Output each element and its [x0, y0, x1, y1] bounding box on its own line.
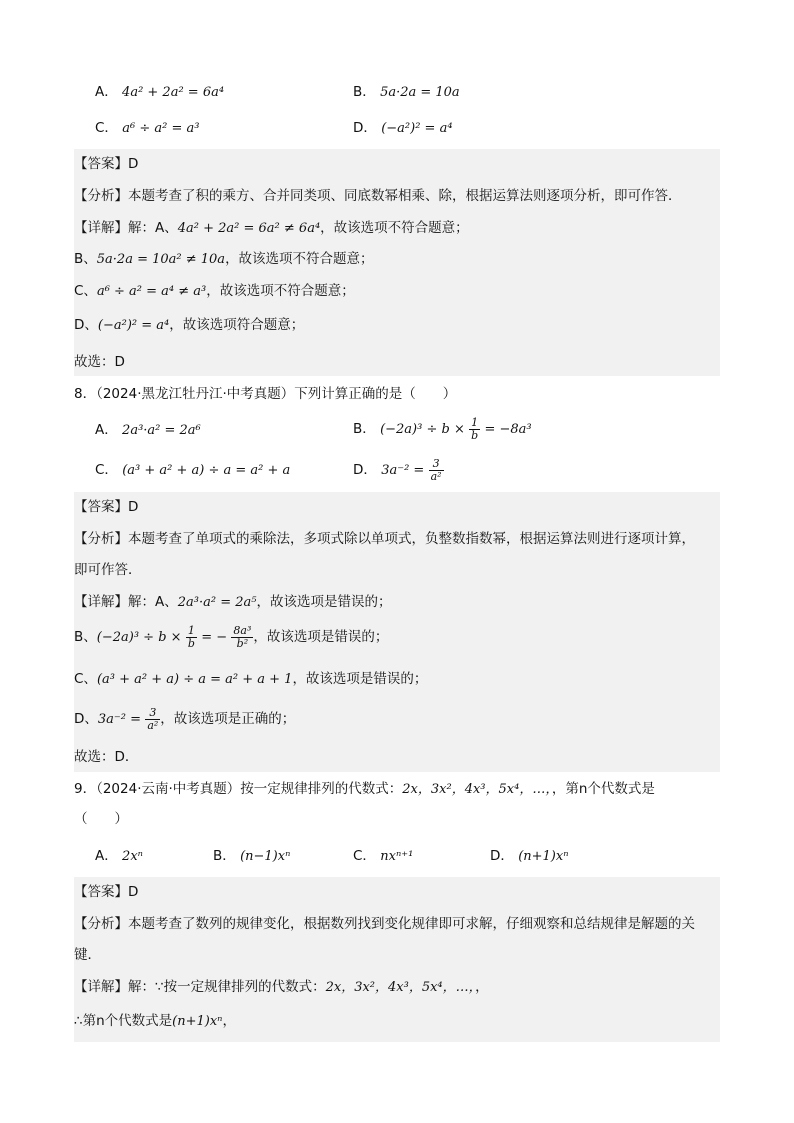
option-math: 5a·2a = 10a: [380, 85, 460, 100]
q7-conclusion: 故选：D: [74, 354, 125, 370]
fraction: [145, 707, 160, 732]
option-label: D．: [490, 848, 514, 864]
option-label: B．: [213, 848, 236, 864]
detail-text: ，故该选项不符合题意；: [206, 283, 355, 299]
q7-detail-b: [74, 249, 720, 270]
q7-option-a: [95, 82, 224, 103]
fraction: [231, 625, 253, 650]
detail-text: ，故该选项符合题意；: [169, 317, 305, 333]
q8-stem: 8．（2024·黑龙江牡丹江·中考真题）下列计算正确的是（ ）: [74, 386, 457, 402]
option-math: 4a² + 2a² = 6a⁴: [122, 85, 225, 100]
stem-text: ，第n个代数式是: [551, 781, 655, 797]
frac-num: 1: [469, 417, 480, 430]
q8-detail-a: [74, 592, 720, 613]
q8-analysis-line1: 【分析】本题考查了单项式的乘除法，多项式除以单项式，负整数指数幂，根据运算法则进行逐项计算，: [74, 531, 695, 547]
detail-text: ，故该选项是错误的；: [292, 671, 428, 687]
q7-answer: 【答案】D: [74, 156, 139, 172]
detail-math: (−a²)² = a⁴: [97, 318, 170, 333]
detail-prefix: B、: [74, 251, 97, 267]
option-label: D．: [353, 462, 377, 478]
frac-num: 1: [186, 625, 197, 638]
detail-math: a⁶ ÷ a² = a⁴ ≠ a³: [96, 284, 207, 299]
option-math: = −8a³: [484, 422, 532, 437]
frac-den: a²: [147, 718, 159, 732]
q9-stem-line1: [74, 779, 720, 800]
frac-den: a²: [430, 469, 442, 483]
frac-num: 3: [429, 458, 444, 471]
option-math: (n−1)xⁿ: [240, 849, 291, 864]
q8-analysis-line2: 即可作答．: [74, 562, 142, 578]
q7-detail-a: [74, 218, 720, 239]
q8-option-d: [353, 455, 444, 486]
frac-num: 3: [145, 707, 160, 720]
detail-math: 2a³·a² = 2a⁵: [177, 595, 257, 610]
option-label: C．: [95, 462, 118, 478]
detail-prefix: 【详解】解：A、: [74, 594, 178, 610]
q9-option-b: [213, 846, 290, 867]
q7-option-d: [353, 118, 453, 139]
detail-prefix: D、: [74, 317, 98, 333]
option-math: (−a²)² = a⁴: [381, 121, 453, 136]
q8-conclusion: 故选：D．: [74, 749, 139, 765]
q9-analysis-line1: 【分析】本题考查了数列的规律变化，根据数列找到变化规律即可求解，仔细观察和总结规律是解题的关: [74, 916, 695, 932]
option-math: nxⁿ⁺¹: [380, 849, 414, 864]
frac-den: b²: [236, 636, 249, 650]
detail-text: ，: [475, 979, 489, 995]
option-math: 3a⁻² =: [381, 463, 425, 478]
fraction: [429, 458, 444, 483]
detail-text: ，故该选项是错误的；: [253, 629, 389, 645]
q7-option-b: [353, 82, 460, 103]
option-label: A．: [95, 848, 118, 864]
q9-analysis-line2: 键．: [74, 947, 101, 963]
option-label: D．: [353, 120, 377, 136]
detail-prefix: 【详解】解：A、: [74, 220, 178, 236]
fraction: [469, 417, 480, 442]
option-math: 2a³·a² = 2a⁶: [122, 423, 201, 438]
detail-math: (a³ + a² + a) ÷ a = a² + a + 1: [96, 672, 293, 687]
detail-prefix: D、: [74, 711, 98, 727]
frac-den: b: [471, 428, 479, 442]
detail-prefix: 【详解】解：∵按一定规律排列的代数式：: [74, 979, 326, 995]
detail-prefix: C、: [74, 671, 97, 687]
detail-text: ，: [222, 1013, 236, 1029]
q8-answer: 【答案】D: [74, 499, 139, 515]
q8-option-a: [95, 420, 201, 441]
q9-result: [74, 1011, 720, 1032]
detail-text: ，故该选项是正确的；: [160, 711, 296, 727]
q7-detail-d: [74, 315, 720, 336]
detail-math: (n+1)xⁿ: [172, 1014, 223, 1029]
detail-text: ，故该选项是错误的；: [256, 594, 392, 610]
q9-detail: [74, 977, 720, 998]
option-math: (a³ + a² + a) ÷ a = a² + a: [122, 463, 291, 478]
q8-detail-d: [74, 704, 720, 735]
detail-math: 5a·2a = 10a² ≠ 10a: [96, 252, 226, 267]
fraction: [186, 625, 197, 650]
option-math: 2xⁿ: [122, 849, 143, 864]
detail-prefix: B、: [74, 629, 97, 645]
detail-prefix: ∴第n个代数式是: [74, 1013, 173, 1029]
q7-option-c: [95, 118, 199, 139]
option-label: C．: [353, 848, 376, 864]
q8-detail-c: [74, 669, 720, 690]
detail-math: 3a⁻² =: [97, 712, 142, 727]
q9-stem-line2: （ ）: [74, 811, 128, 827]
option-label: B．: [353, 84, 376, 100]
q9-option-c: [353, 846, 413, 867]
frac-num: 8a³: [233, 623, 252, 637]
option-math: a⁶ ÷ a² = a³: [122, 121, 200, 136]
q8-option-b: [353, 414, 532, 445]
frac-den: b: [187, 636, 195, 650]
detail-math: 4a² + 2a² = 6a² ≠ 6a⁴: [177, 221, 321, 236]
option-label: C．: [95, 120, 118, 136]
detail-prefix: C、: [74, 283, 97, 299]
stem-text: 9．（2024·云南·中考真题）按一定规律排列的代数式：: [74, 781, 403, 797]
stem-math: 2x，3x²，4x³，5x⁴，…，: [402, 782, 552, 797]
q7-analysis: 【分析】本题考查了积的乘方、合并同类项、同底数幂相乘、除，根据运算法则逐项分析，即可作答．: [74, 188, 682, 204]
q9-option-a: [95, 846, 143, 867]
option-math: (−2a)³ ÷ b ×: [380, 422, 465, 437]
q7-detail-c: [74, 281, 720, 302]
q9-option-d: [490, 846, 568, 867]
q8-detail-b: [74, 622, 720, 653]
detail-math: 2x，3x²，4x³，5x⁴，…，: [325, 980, 476, 995]
detail-text: ，故该选项不符合题意；: [320, 220, 469, 236]
detail-math: (−2a)³ ÷ b ×: [96, 630, 182, 645]
option-label: B．: [353, 421, 376, 437]
option-label: A．: [95, 84, 118, 100]
option-label: A．: [95, 422, 118, 438]
detail-text: ，故该选项不符合题意；: [225, 251, 374, 267]
option-math: (n+1)xⁿ: [518, 849, 569, 864]
q9-answer: 【答案】D: [74, 884, 139, 900]
detail-math: = −: [201, 630, 228, 645]
q8-option-c: [95, 460, 290, 481]
